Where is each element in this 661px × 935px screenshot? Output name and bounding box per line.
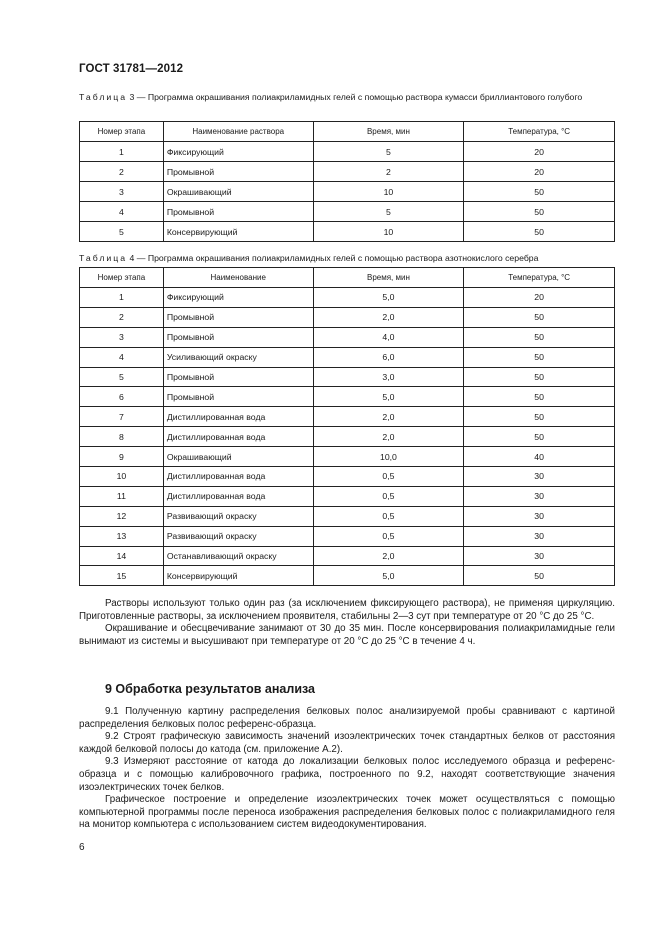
table-cell: 0,5 bbox=[313, 526, 464, 546]
table-row bbox=[80, 447, 615, 467]
table-cell: 0,5 bbox=[313, 506, 464, 526]
document-id: ГОСТ 31781—2012 bbox=[79, 63, 184, 75]
table4-title: — Программа окрашивания полиакриламидных гелей с помощью раствора азотнокислого серебра bbox=[134, 253, 539, 263]
table-cell: 4 bbox=[80, 202, 164, 222]
table4-caption bbox=[79, 253, 615, 264]
table-cell: Дистиллированная вода bbox=[163, 467, 313, 487]
table-cell: 12 bbox=[80, 506, 164, 526]
table-cell: Окрашивающий bbox=[163, 182, 313, 202]
table4-col-header: Наименование bbox=[163, 268, 313, 288]
table4-col-header: Время, мин bbox=[313, 268, 464, 288]
table-row bbox=[80, 387, 615, 407]
table-cell: 30 bbox=[464, 546, 615, 566]
paragraph: Растворы используют только один раз (за исключением фиксирующего раствора), не применяя циркуляцию. Приготовленные растворы, за исключением проявителя, стабильны 2—3 сут при температуре от 20 °С до 25 °С. bbox=[79, 598, 615, 622]
table-row bbox=[80, 307, 615, 327]
table-row bbox=[80, 222, 615, 242]
table-cell: 50 bbox=[464, 427, 615, 447]
table-cell: 4 bbox=[80, 347, 164, 367]
table-cell: 30 bbox=[464, 506, 615, 526]
table-cell: 30 bbox=[464, 486, 615, 506]
table-cell: 50 bbox=[464, 182, 615, 202]
table-cell: Промывной bbox=[163, 162, 313, 182]
table-cell: Промывной bbox=[163, 327, 313, 347]
table-cell: Окрашивающий bbox=[163, 447, 313, 467]
table-cell: 2,0 bbox=[313, 427, 464, 447]
table3-title: — Программа окрашивания полиакриламидных гелей с помощью раствора кумасси бриллиантового голубого bbox=[134, 92, 583, 102]
table-row bbox=[80, 202, 615, 222]
table-cell: 50 bbox=[464, 407, 615, 427]
table-cell: 8 bbox=[80, 427, 164, 447]
table-cell: 2 bbox=[80, 162, 164, 182]
table-cell: Дистиллированная вода bbox=[163, 407, 313, 427]
table-cell: Фиксирующий bbox=[163, 288, 313, 308]
table-cell: 50 bbox=[464, 327, 615, 347]
paragraph: Графическое построение и определение изоэлектрических точек может осуществляться с помощью компьютерной программы после переноса изображения распределения белковых полос с полиакриламидного геля на монитор компьютера с использованием систем видеодокументирования. bbox=[79, 794, 615, 831]
table-cell: 0,5 bbox=[313, 486, 464, 506]
table-row bbox=[80, 407, 615, 427]
table-cell: 4,0 bbox=[313, 327, 464, 347]
table-cell: 11 bbox=[80, 486, 164, 506]
table-cell: 20 bbox=[464, 288, 615, 308]
table-cell: 30 bbox=[464, 467, 615, 487]
table-row bbox=[80, 467, 615, 487]
table3-col-header: Температура, °С bbox=[464, 122, 615, 142]
table-row bbox=[80, 162, 615, 182]
table-cell: 2 bbox=[313, 162, 464, 182]
table-cell: 50 bbox=[464, 387, 615, 407]
table-cell: 5,0 bbox=[313, 387, 464, 407]
table-row bbox=[80, 486, 615, 506]
table-cell: Промывной bbox=[163, 387, 313, 407]
table-cell: 3 bbox=[80, 327, 164, 347]
table-cell: 30 bbox=[464, 526, 615, 546]
table-row bbox=[80, 367, 615, 387]
table-cell: 0,5 bbox=[313, 467, 464, 487]
table4-label: Таблица bbox=[79, 253, 128, 263]
table-cell: 5 bbox=[80, 367, 164, 387]
table-cell: 1 bbox=[80, 288, 164, 308]
table-cell: 5 bbox=[80, 222, 164, 242]
table4-col-header: Температура, °С bbox=[464, 268, 615, 288]
table-cell: 3,0 bbox=[313, 367, 464, 387]
table-cell: Развивающий окраску bbox=[163, 506, 313, 526]
table3-col-header: Наименование раствора bbox=[163, 122, 313, 142]
table-cell: 5 bbox=[313, 202, 464, 222]
table-cell: Дистиллированная вода bbox=[163, 427, 313, 447]
paragraph: 9.2 Строят графическую зависимость значений изоэлектрических точек стандартных белков от расстояния каждой белковой полосы до катода (см. приложение А.2). bbox=[79, 731, 615, 755]
table-cell: Промывной bbox=[163, 202, 313, 222]
table-cell: Промывной bbox=[163, 367, 313, 387]
table-cell: Фиксирующий bbox=[163, 142, 313, 162]
table3-col-header: Время, мин bbox=[313, 122, 464, 142]
table-cell: 13 bbox=[80, 526, 164, 546]
table4-header-row bbox=[80, 268, 615, 288]
table-row bbox=[80, 526, 615, 546]
table-cell: 2 bbox=[80, 307, 164, 327]
table-cell: 2,0 bbox=[313, 407, 464, 427]
table-cell: 10 bbox=[313, 182, 464, 202]
table3 bbox=[79, 121, 615, 242]
table3-label: Таблица bbox=[79, 92, 128, 102]
table-cell: 1 bbox=[80, 142, 164, 162]
table-cell: Усиливающий окраску bbox=[163, 347, 313, 367]
table4-col-header: Номер этапа bbox=[80, 268, 164, 288]
table-cell: 5,0 bbox=[313, 288, 464, 308]
table-cell: Развивающий окраску bbox=[163, 526, 313, 546]
table3-caption bbox=[79, 92, 615, 103]
table3-header-row bbox=[80, 122, 615, 142]
table-cell: 2,0 bbox=[313, 307, 464, 327]
table-cell: 5 bbox=[313, 142, 464, 162]
table-row bbox=[80, 427, 615, 447]
paragraph: Окрашивание и обесцвечивание занимают от 30 до 35 мин. После консервирования полиакриламидные гели вынимают из системы и высушивают при температуре от 20 °С до 25 °С в течение 4 ч. bbox=[79, 623, 615, 647]
table-cell: 50 bbox=[464, 202, 615, 222]
table-cell: 10,0 bbox=[313, 447, 464, 467]
table-cell: Консервирующий bbox=[163, 566, 313, 586]
table-cell: Промывной bbox=[163, 307, 313, 327]
table-cell: 20 bbox=[464, 162, 615, 182]
table-cell: 6,0 bbox=[313, 347, 464, 367]
table-row bbox=[80, 288, 615, 308]
table-cell: 9 bbox=[80, 447, 164, 467]
table-cell: 6 bbox=[80, 387, 164, 407]
table4-number: 4 bbox=[129, 253, 135, 263]
paragraph: 9.1 Полученную картину распределения белковых полос анализируемой пробы сравнивают с картиной распределения белковых полос референс-образца. bbox=[79, 706, 615, 730]
table-cell: 50 bbox=[464, 222, 615, 242]
table-cell: Консервирующий bbox=[163, 222, 313, 242]
table-cell: 10 bbox=[80, 467, 164, 487]
table-cell: 2,0 bbox=[313, 546, 464, 566]
table-row bbox=[80, 327, 615, 347]
table4 bbox=[79, 267, 615, 586]
table-cell: 50 bbox=[464, 566, 615, 586]
table-cell: 14 bbox=[80, 546, 164, 566]
section9-body bbox=[79, 706, 615, 832]
table-cell: 5,0 bbox=[313, 566, 464, 586]
table-cell: 3 bbox=[80, 182, 164, 202]
table-row bbox=[80, 182, 615, 202]
table-row bbox=[80, 506, 615, 526]
table-cell: 10 bbox=[313, 222, 464, 242]
table-cell: 20 bbox=[464, 142, 615, 162]
table-cell: 7 bbox=[80, 407, 164, 427]
body-text-a bbox=[79, 598, 615, 648]
table3-number: 3 bbox=[129, 92, 135, 102]
table3-col-header: Номер этапа bbox=[80, 122, 164, 142]
section-title: 9 Обработка результатов анализа bbox=[105, 682, 316, 696]
paragraph: 9.3 Измеряют расстояние от катода до локализации белковых полос исследуемого образца и референс-образца и с помощью калибровочного графика, построенного по 9.2, находят соответствующие значения изоэлектрических точек белков. bbox=[79, 756, 615, 793]
page-number: 6 bbox=[79, 842, 85, 853]
table-cell: 50 bbox=[464, 307, 615, 327]
table-cell: Останавливающий окраску bbox=[163, 546, 313, 566]
table-cell: 50 bbox=[464, 347, 615, 367]
table-cell: Дистиллированная вода bbox=[163, 486, 313, 506]
table-row bbox=[80, 566, 615, 586]
table-cell: 40 bbox=[464, 447, 615, 467]
table-cell: 50 bbox=[464, 367, 615, 387]
table-row bbox=[80, 546, 615, 566]
table-row bbox=[80, 347, 615, 367]
table-row bbox=[80, 142, 615, 162]
table-cell: 15 bbox=[80, 566, 164, 586]
